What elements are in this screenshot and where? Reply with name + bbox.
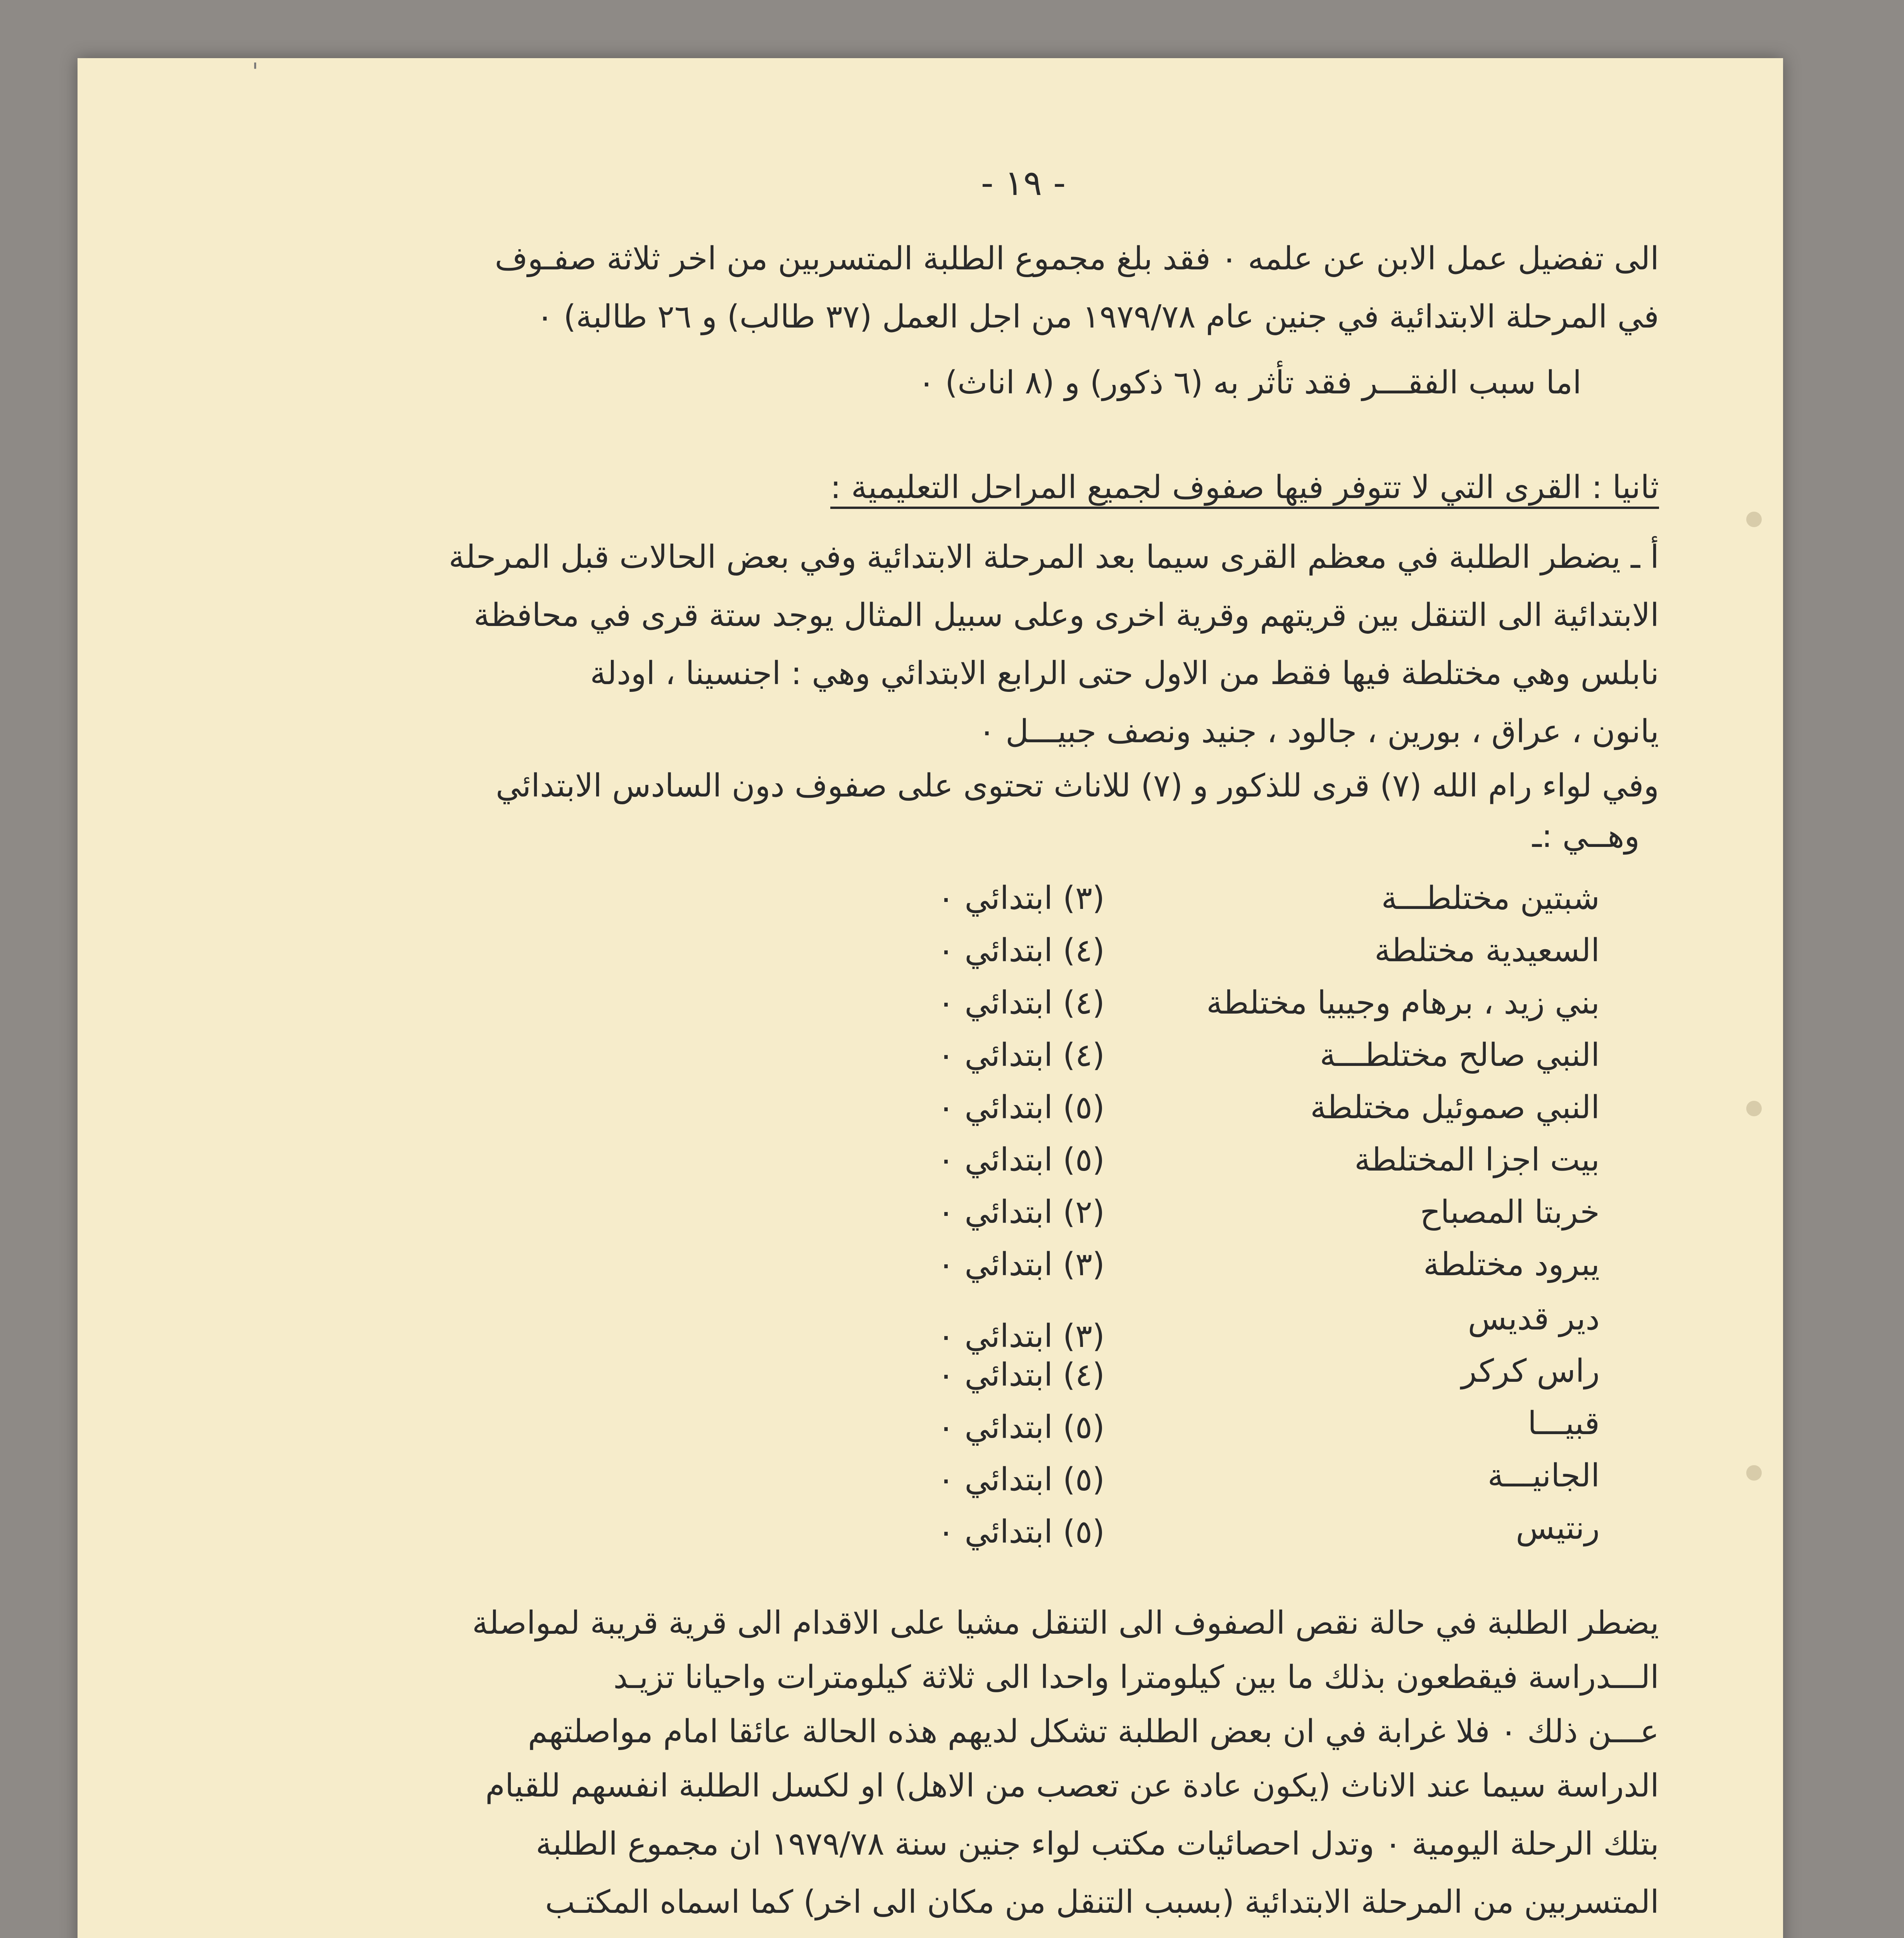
- punch-hole: [1746, 1101, 1762, 1116]
- section-heading-second: ثانيا : القرى التي لا تتوفر فيها صفوف لجميع المراحل التعليمية :: [830, 469, 1659, 506]
- village-grade: (٢) ابتدائي ٠: [937, 1194, 1105, 1231]
- village-name: يبرود مختلطة: [1423, 1246, 1600, 1283]
- para-b-line: بتلك الرحلة اليومية ٠ وتدل احصائيات مكتب لواء جنين سنة ١٩٧٩/٧٨ ان مجموع الطلبة: [536, 1826, 1659, 1862]
- para-b-line: يضطر الطلبة في حالة نقص الصفوف الى التنقل مشيا على الاقدام الى قرية قريبة لمواصلة: [472, 1605, 1659, 1641]
- para1-line: اما سبب الفقـــر فقد تأثر به (٦ ذكور) و (٨ اناث) ٠: [918, 364, 1581, 401]
- para-a-line: وفي لواء رام الله (٧) قرى للذكور و (٧) للاناث تحتوى على صفوف دون السادس الابتدائي: [495, 767, 1659, 804]
- village-grade: (٥) ابتدائي ٠: [937, 1089, 1105, 1126]
- para-b-line: عـــن ذلك ٠ فلا غرابة في ان بعض الطلبة تشكل لديهم هذه الحالة عائقا امام مواصلتهم: [528, 1713, 1659, 1750]
- village-grade: (٣) ابتدائي ٠: [937, 1318, 1105, 1355]
- village-grade: (٥) ابتدائي ٠: [937, 1461, 1105, 1498]
- village-grade: (٤) ابتدائي ٠: [937, 985, 1105, 1021]
- village-grade: (٤) ابتدائي ٠: [937, 1037, 1105, 1074]
- para-b-line: الـــدراسة فيقطعون بذلك ما بين كيلومترا واحدا الى ثلاثة كيلومترات واحيانا تزيـد: [613, 1659, 1659, 1696]
- village-name: رنتيس: [1516, 1510, 1600, 1547]
- village-name: راس كركر: [1461, 1353, 1600, 1390]
- para-b-line: الدراسة سيما عند الاناث (يكون عادة عن تعصب من الاهل) او لكسل الطلبة انفسهم للقيام: [485, 1767, 1659, 1804]
- village-name: السعيدية مختلطة: [1374, 932, 1600, 969]
- para-b-line: المتسربين من المرحلة الابتدائية (بسبب التنقل من مكان الى اخر) كما اسماه المكتـب: [545, 1884, 1659, 1921]
- village-name: الجانيـــة: [1487, 1457, 1600, 1494]
- para1-line: في المرحلة الابتدائية في جنين عام ١٩٧٩/٧٨ من اجل العمل (٣٧ طالب) و ٢٦ طالبة) ٠: [536, 298, 1659, 335]
- village-grade: (٥) ابتدائي ٠: [937, 1141, 1105, 1178]
- page-number: - ١٩ -: [981, 163, 1066, 203]
- village-name: النبي صالح مختلطـــة: [1319, 1037, 1600, 1074]
- para-a-line: يانون ، عراق ، بورين ، جالود ، جنيد ونصف جبيـــل ٠: [978, 713, 1659, 750]
- para1-line: الى تفضيل عمل الابن عن علمه ٠ فقد بلغ مجموع الطلبة المتسربين من اخر ثلاثة صفـوف: [495, 240, 1659, 277]
- village-name: بيت اجزا المختلطة: [1354, 1141, 1600, 1178]
- village-name: النبي صموئيل مختلطة: [1310, 1089, 1600, 1126]
- para-a-line: أ ـ يضطر الطلبة في معظم القرى سيما بعد المرحلة الابتدائية وفي بعض الحالات قبل المرحلة: [448, 539, 1659, 576]
- para-a-line: نابلس وهي مختلطة فيها فقط من الاول حتى الرابع الابتدائي وهي : اجنسينا ، اودلة: [590, 655, 1659, 692]
- punch-hole: [1746, 1465, 1762, 1481]
- village-grade: (٥) ابتدائي ٠: [937, 1409, 1105, 1446]
- village-grade: (٥) ابتدائي ٠: [937, 1514, 1105, 1550]
- village-name: قبيـــا: [1528, 1405, 1600, 1442]
- village-name: دير قديس: [1468, 1300, 1600, 1337]
- village-grade: (٤) ابتدائي ٠: [937, 1357, 1105, 1393]
- village-grade: (٣) ابتدائي ٠: [937, 880, 1105, 917]
- village-name: شبتين مختلطـــة: [1381, 880, 1600, 917]
- corner-mark: ': [252, 58, 259, 85]
- para-a-line: الابتدائية الى التنقل بين قريتهم وقرية اخرى وعلى سبيل المثال يوجد ستة قرى في محافظة: [474, 597, 1659, 634]
- punch-hole: [1746, 512, 1762, 527]
- village-grade: (٤) ابتدائي ٠: [937, 932, 1105, 969]
- village-name: خربتا المصباح: [1420, 1194, 1600, 1231]
- para-a-line: وهــي :ـ: [1532, 818, 1640, 855]
- village-grade: (٣) ابتدائي ٠: [937, 1246, 1105, 1283]
- village-name: بني زيد ، برهام وجيبيا مختلطة: [1206, 985, 1600, 1021]
